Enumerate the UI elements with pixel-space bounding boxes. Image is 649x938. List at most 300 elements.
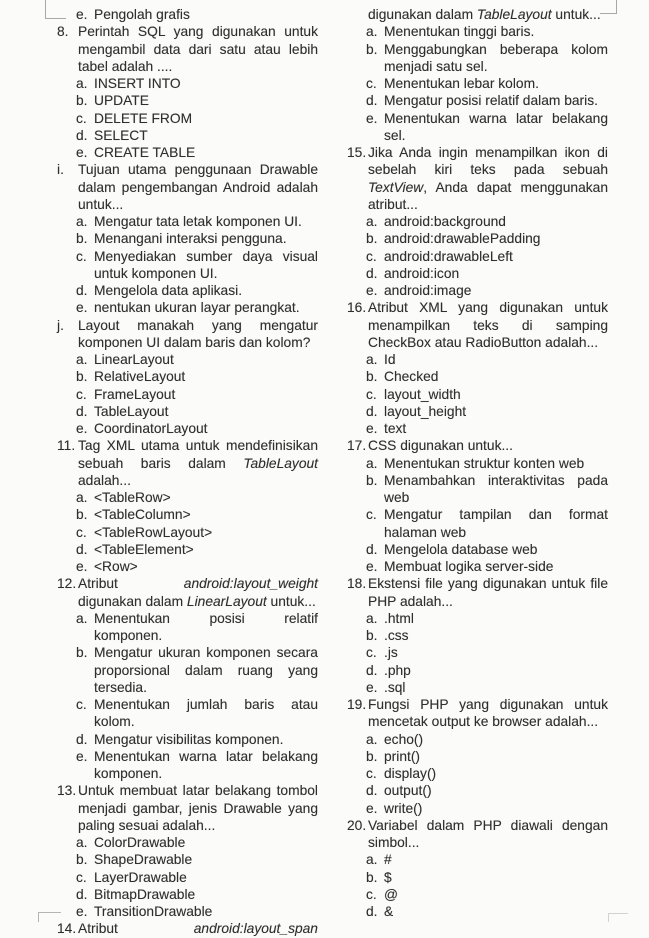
- answer-option: [76, 403, 318, 420]
- text-segment: ColorDrawable: [94, 835, 186, 850]
- answer-option: [76, 524, 318, 541]
- answer-option: [366, 368, 608, 385]
- option-text: [384, 213, 608, 230]
- question-text: [368, 817, 608, 852]
- option-letter: a.: [366, 214, 378, 229]
- option-text: [384, 903, 608, 920]
- answer-option: [76, 282, 318, 299]
- answer-option: [366, 782, 608, 799]
- option-text: [384, 610, 608, 627]
- question-number: 13.: [57, 783, 77, 799]
- answer-option: [76, 144, 318, 161]
- text-segment: Mengelola data aplikasi.: [94, 283, 243, 298]
- answer-option: [76, 368, 318, 385]
- text-segment: layout_height: [384, 403, 467, 419]
- text-segment: android:layout_span: [193, 921, 318, 937]
- option-letter: d.: [366, 904, 378, 919]
- option-letter: a.: [366, 352, 378, 367]
- text-segment: $: [384, 869, 392, 885]
- option-text: [384, 265, 608, 282]
- text-segment: Menentukan lebar kolom.: [384, 76, 539, 91]
- text-segment: Tag XML utama untuk mendefinisikan sebuah baris dalam: [78, 438, 318, 471]
- question-text: [78, 575, 318, 610]
- option-text: [384, 886, 608, 903]
- left-column: [57, 6, 318, 938]
- option-letter: e.: [366, 800, 378, 816]
- option-letter: d.: [366, 783, 378, 799]
- text-segment: Jika Anda ingin menampilkan ikon di sebelah kiri teks pada sebuah: [368, 145, 608, 178]
- answer-option: [366, 627, 608, 644]
- option-text: [384, 541, 608, 558]
- option-text: [384, 679, 608, 696]
- option-letter: e.: [76, 7, 88, 22]
- question-text: [368, 6, 608, 23]
- text-segment: Menggabungkan beberapa kolom menjadi satu sel.: [384, 41, 608, 74]
- question: [57, 575, 318, 610]
- option-letter: b.: [76, 93, 88, 109]
- option-text: [94, 524, 318, 541]
- option-text: [384, 558, 608, 575]
- text-segment: Mengatur tampilan dan format halaman web: [384, 507, 608, 540]
- text-segment: echo(): [384, 731, 424, 747]
- answer-option: [76, 541, 318, 558]
- option-text: [384, 851, 608, 868]
- question-text: [368, 299, 608, 351]
- option-text: [94, 869, 318, 886]
- option-text: [94, 696, 318, 731]
- answer-option: [76, 420, 318, 437]
- option-letter: c.: [366, 76, 377, 91]
- option-text: [94, 248, 318, 283]
- option-letter: c.: [76, 248, 87, 264]
- text-segment: output(): [384, 783, 432, 799]
- answer-option: [366, 282, 608, 299]
- question: [347, 696, 608, 731]
- text-segment: android:background: [384, 214, 506, 229]
- option-text: [94, 213, 318, 230]
- text-segment: android:drawableLeft: [384, 248, 513, 264]
- question-text: [368, 144, 608, 213]
- option-text: [384, 627, 608, 644]
- answer-option: [366, 248, 608, 265]
- text-segment: <TableElement>: [94, 541, 194, 557]
- question-text: [368, 575, 608, 610]
- question-number: 12.: [57, 576, 77, 592]
- option-text: [94, 420, 318, 437]
- option-letter: d.: [76, 283, 88, 298]
- text-segment: .php: [384, 662, 411, 678]
- answer-option: [76, 696, 318, 731]
- text-segment: CoordinatorLayout: [94, 421, 208, 436]
- question: [57, 161, 318, 213]
- text-segment: TableLayout: [243, 455, 318, 471]
- option-text: [94, 748, 318, 783]
- answer-option: [76, 230, 318, 247]
- answer-option: [76, 299, 318, 316]
- option-letter: b.: [366, 41, 378, 57]
- option-letter: c.: [366, 886, 377, 902]
- answer-option: [76, 489, 318, 506]
- question-number: 14.: [57, 921, 77, 937]
- answer-option: [76, 886, 318, 903]
- option-text: [384, 506, 608, 541]
- option-letter: d.: [366, 265, 378, 281]
- text-segment: CSS digunakan untuk...: [368, 438, 513, 454]
- question-number: 20.: [347, 817, 367, 833]
- question-number: 15.: [347, 145, 367, 160]
- text-segment: #: [384, 852, 392, 868]
- text-segment: Tujuan utama penggunaan Drawable dalam pengembangan Android adalah untuk...: [78, 162, 318, 212]
- question-continuation: [347, 6, 608, 23]
- answer-option: [76, 748, 318, 783]
- answer-option: [366, 869, 608, 886]
- option-text: [94, 731, 318, 748]
- option-text: [384, 455, 608, 472]
- option-letter: b.: [76, 507, 88, 523]
- option-text: [94, 127, 318, 144]
- answer-option: [76, 351, 318, 368]
- option-text: [94, 506, 318, 523]
- option-text: [384, 92, 608, 109]
- answer-option: [366, 558, 608, 575]
- question-text: [78, 437, 318, 489]
- question-number: 19.: [347, 697, 367, 712]
- question-number: [347, 6, 368, 23]
- text-segment: android:layout_weight: [183, 576, 318, 592]
- text-segment: layout_width: [384, 386, 461, 402]
- question-text: [368, 437, 608, 454]
- text-segment: Atribut XML yang digunakan untuk menampilkan teks di samping CheckBox atau RadioButton adalah...: [368, 300, 608, 350]
- text-segment: <Row>: [94, 559, 138, 574]
- text-segment: Checked: [384, 369, 439, 385]
- option-letter: a.: [76, 610, 88, 626]
- option-text: [94, 610, 318, 645]
- question-number: 8.: [57, 24, 69, 40]
- text-segment: DELETE FROM: [94, 110, 193, 126]
- option-letter: d.: [366, 403, 378, 419]
- option-letter: c.: [366, 507, 377, 523]
- question: [347, 144, 608, 213]
- option-letter: c.: [76, 697, 87, 712]
- option-letter: c.: [366, 386, 377, 402]
- option-text: [384, 248, 608, 265]
- question-number: 18.: [347, 576, 367, 592]
- option-text: [384, 472, 608, 507]
- answer-option: [366, 886, 608, 903]
- option-letter: e.: [76, 421, 88, 436]
- text-segment: write(): [384, 800, 423, 816]
- text-segment: .sql: [384, 679, 406, 695]
- answer-option: [366, 851, 608, 868]
- answer-option: [366, 41, 608, 76]
- text-segment: untuk...: [266, 593, 316, 609]
- option-letter: e.: [76, 748, 88, 764]
- text-segment: .js: [384, 645, 398, 661]
- answer-option: [366, 23, 608, 40]
- text-segment: TableLayout: [476, 7, 552, 22]
- option-text: [384, 765, 608, 782]
- option-text: [384, 800, 608, 817]
- question-number: i.: [57, 162, 64, 178]
- text-segment: LinearLayout: [94, 352, 174, 367]
- text-segment: Menentukan warna latar belakang sel.: [384, 110, 608, 143]
- text-segment: <TableRow>: [94, 490, 171, 505]
- answer-option: [366, 230, 608, 247]
- text-segment: TableLayout: [94, 403, 169, 419]
- text-segment: Variabel dalam PHP diawali dengan simbol...: [368, 817, 608, 850]
- option-letter: d.: [366, 93, 378, 109]
- option-letter: c.: [76, 869, 87, 885]
- answer-option: [366, 662, 608, 679]
- text-segment: Membuat logika server-side: [384, 559, 554, 574]
- answer-option: [366, 455, 608, 472]
- text-segment: digunakan dalam: [368, 7, 477, 22]
- text-segment: LinearLayout: [186, 593, 267, 609]
- text-segment: &: [384, 904, 394, 919]
- answer-option: [76, 6, 318, 23]
- text-segment: Mengatur visibilitas komponen.: [94, 731, 284, 747]
- answer-option: [76, 386, 318, 403]
- answer-option: [366, 748, 608, 765]
- text-segment: Menentukan warna latar belakang komponen.: [94, 748, 318, 781]
- option-letter: a.: [76, 490, 88, 505]
- option-text: [94, 403, 318, 420]
- question: [57, 317, 318, 352]
- answer-option: [366, 679, 608, 696]
- text-segment: ShapeDrawable: [94, 852, 193, 868]
- question: [347, 437, 608, 454]
- answer-option: [366, 903, 608, 920]
- option-text: [94, 368, 318, 385]
- option-letter: e.: [76, 559, 88, 574]
- option-text: [384, 368, 608, 385]
- option-letter: a.: [366, 455, 378, 471]
- option-letter: c.: [366, 248, 377, 264]
- answer-option: [76, 213, 318, 230]
- text-segment: Menyediakan sumber daya visual untuk komponen UI.: [94, 248, 318, 281]
- answer-option: [366, 506, 608, 541]
- option-letter: d.: [366, 541, 378, 557]
- option-letter: b.: [76, 231, 88, 247]
- answer-option: [76, 903, 318, 920]
- text-segment: LayerDrawable: [94, 869, 187, 885]
- text-segment: SELECT: [94, 127, 148, 143]
- option-text: [384, 23, 608, 40]
- option-text: [384, 782, 608, 799]
- option-text: [94, 299, 318, 316]
- option-text: [384, 644, 608, 661]
- option-letter: b.: [366, 628, 378, 643]
- option-letter: d.: [76, 403, 88, 419]
- text-segment: Mengatur ukuran komponen secara proporsional dalam ruang yang tersedia.: [94, 645, 318, 695]
- answer-option: [366, 765, 608, 782]
- option-text: [384, 869, 608, 886]
- text-segment: Atribut: [78, 576, 184, 592]
- option-text: [94, 92, 318, 109]
- text-segment: android:drawablePadding: [384, 231, 541, 247]
- answer-option: [366, 110, 608, 145]
- option-text: [94, 541, 318, 558]
- option-letter: a.: [76, 214, 88, 229]
- answer-option: [366, 265, 608, 282]
- text-segment: Atribut: [78, 921, 194, 937]
- question: [57, 920, 318, 937]
- option-letter: e.: [366, 283, 378, 298]
- question: [57, 782, 318, 834]
- answer-option: [76, 248, 318, 283]
- question-text: [78, 23, 318, 75]
- question: [57, 437, 318, 489]
- question-number: 11.: [57, 438, 76, 454]
- answer-option: [76, 834, 318, 851]
- text-segment: <TableRowLayout>: [94, 524, 213, 540]
- question-number: j.: [57, 317, 64, 333]
- text-segment: Perintah SQL yang digunakan untuk mengambil data dari satu atau lebih tabel adalah ....: [78, 24, 318, 74]
- option-text: [94, 558, 318, 575]
- text-segment: Menambahkan interaktivitas pada web: [384, 472, 608, 505]
- option-text: [384, 230, 608, 247]
- option-text: [384, 662, 608, 679]
- question: [347, 299, 608, 351]
- text-segment: , Anda dapat menggunakan atribut...: [368, 179, 608, 212]
- text-segment: Layout manakah yang mengatur komponen UI dalam baris dan kolom?: [78, 317, 318, 350]
- option-letter: b.: [366, 869, 378, 885]
- question: [347, 575, 608, 610]
- answer-option: [366, 541, 608, 558]
- text-segment: Menentukan posisi relatif komponen.: [94, 610, 318, 643]
- question-text: [78, 782, 318, 834]
- question-text: [78, 317, 318, 352]
- option-letter: d.: [76, 886, 88, 902]
- text-segment: Ekstensi file yang digunakan untuk file PHP adalah...: [368, 576, 608, 609]
- answer-option: [366, 420, 608, 437]
- text-segment: RelativeLayout: [94, 369, 186, 385]
- option-text: [384, 386, 608, 403]
- answer-option: [76, 110, 318, 127]
- question-number: 17.: [347, 438, 367, 454]
- text-segment: digunakan dalam: [78, 593, 187, 609]
- answer-option: [366, 731, 608, 748]
- answer-option: [76, 127, 318, 144]
- question-text: [78, 920, 318, 937]
- option-letter: c.: [76, 110, 87, 126]
- option-letter: e.: [76, 145, 88, 160]
- option-text: [94, 351, 318, 368]
- answer-option: [76, 644, 318, 696]
- option-text: [94, 75, 318, 92]
- option-letter: b.: [366, 472, 378, 488]
- option-letter: b.: [76, 369, 88, 385]
- answer-option: [366, 472, 608, 507]
- text-segment: adalah...: [78, 472, 131, 488]
- text-segment: Mengatur tata letak komponen UI.: [94, 214, 302, 229]
- option-text: [94, 851, 318, 868]
- option-text: [384, 403, 608, 420]
- option-letter: d.: [76, 541, 88, 557]
- question: [347, 817, 608, 852]
- option-text: [384, 351, 608, 368]
- answer-option: [76, 558, 318, 575]
- option-letter: a.: [366, 610, 378, 626]
- option-letter: c.: [76, 524, 87, 540]
- option-letter: e.: [76, 300, 88, 316]
- question-number: 16.: [347, 300, 367, 316]
- option-letter: a.: [366, 852, 378, 868]
- option-text: [384, 110, 608, 145]
- text-segment: text: [384, 421, 407, 436]
- text-segment: .css: [384, 628, 409, 643]
- answer-option: [76, 92, 318, 109]
- option-text: [94, 834, 318, 851]
- text-segment: @: [384, 886, 399, 902]
- answer-option: [76, 869, 318, 886]
- text-segment: CREATE TABLE: [94, 145, 196, 160]
- answer-option: [366, 351, 608, 368]
- text-segment: Pengolah grafis: [94, 7, 190, 22]
- answer-option: [366, 800, 608, 817]
- answer-option: [366, 610, 608, 627]
- option-text: [384, 41, 608, 76]
- text-segment: INSERT INTO: [94, 76, 181, 91]
- option-text: [94, 6, 318, 23]
- question-text: [368, 696, 608, 731]
- option-text: [94, 489, 318, 506]
- text-segment: Menentukan jumlah baris atau kolom.: [94, 697, 318, 730]
- text-segment: TransitionDrawable: [94, 904, 213, 919]
- text-segment: .html: [384, 610, 414, 626]
- text-segment: android:image: [384, 283, 472, 298]
- text-segment: Menentukan struktur konten web: [384, 455, 585, 471]
- text-segment: Mengelola database web: [384, 541, 538, 557]
- option-letter: a.: [76, 76, 88, 91]
- option-text: [94, 386, 318, 403]
- option-letter: b.: [366, 748, 378, 764]
- option-letter: b.: [76, 852, 88, 868]
- option-letter: c.: [366, 766, 377, 781]
- text-segment: Menentukan tinggi baris.: [384, 24, 535, 40]
- option-letter: e.: [366, 559, 378, 574]
- text-segment: BitmapDrawable: [94, 886, 196, 902]
- option-text: [94, 282, 318, 299]
- text-segment: display(): [384, 766, 437, 781]
- answer-option: [366, 92, 608, 109]
- option-letter: b.: [366, 369, 378, 385]
- option-letter: d.: [366, 662, 378, 678]
- option-text: [94, 644, 318, 696]
- option-letter: e.: [366, 421, 378, 436]
- text-segment: Mengatur posisi relatif dalam baris.: [384, 93, 598, 109]
- text-segment: Fungsi PHP yang digunakan untuk mencetak output ke browser adalah...: [368, 697, 608, 730]
- option-text: [384, 75, 608, 92]
- option-letter: a.: [366, 731, 378, 747]
- text-segment: UPDATE: [94, 93, 149, 109]
- question-text: [78, 161, 318, 213]
- option-text: [384, 731, 608, 748]
- option-letter: e.: [76, 904, 88, 919]
- option-text: [384, 420, 608, 437]
- option-letter: a.: [76, 352, 88, 367]
- right-column: [347, 6, 608, 920]
- option-letter: e.: [366, 679, 378, 695]
- answer-option: [366, 644, 608, 661]
- text-segment: android:icon: [384, 265, 460, 281]
- option-text: [94, 230, 318, 247]
- option-letter: c.: [76, 386, 87, 402]
- text-segment: print(): [384, 748, 421, 764]
- answer-option: [366, 403, 608, 420]
- option-text: [384, 282, 608, 299]
- option-letter: e.: [366, 110, 378, 126]
